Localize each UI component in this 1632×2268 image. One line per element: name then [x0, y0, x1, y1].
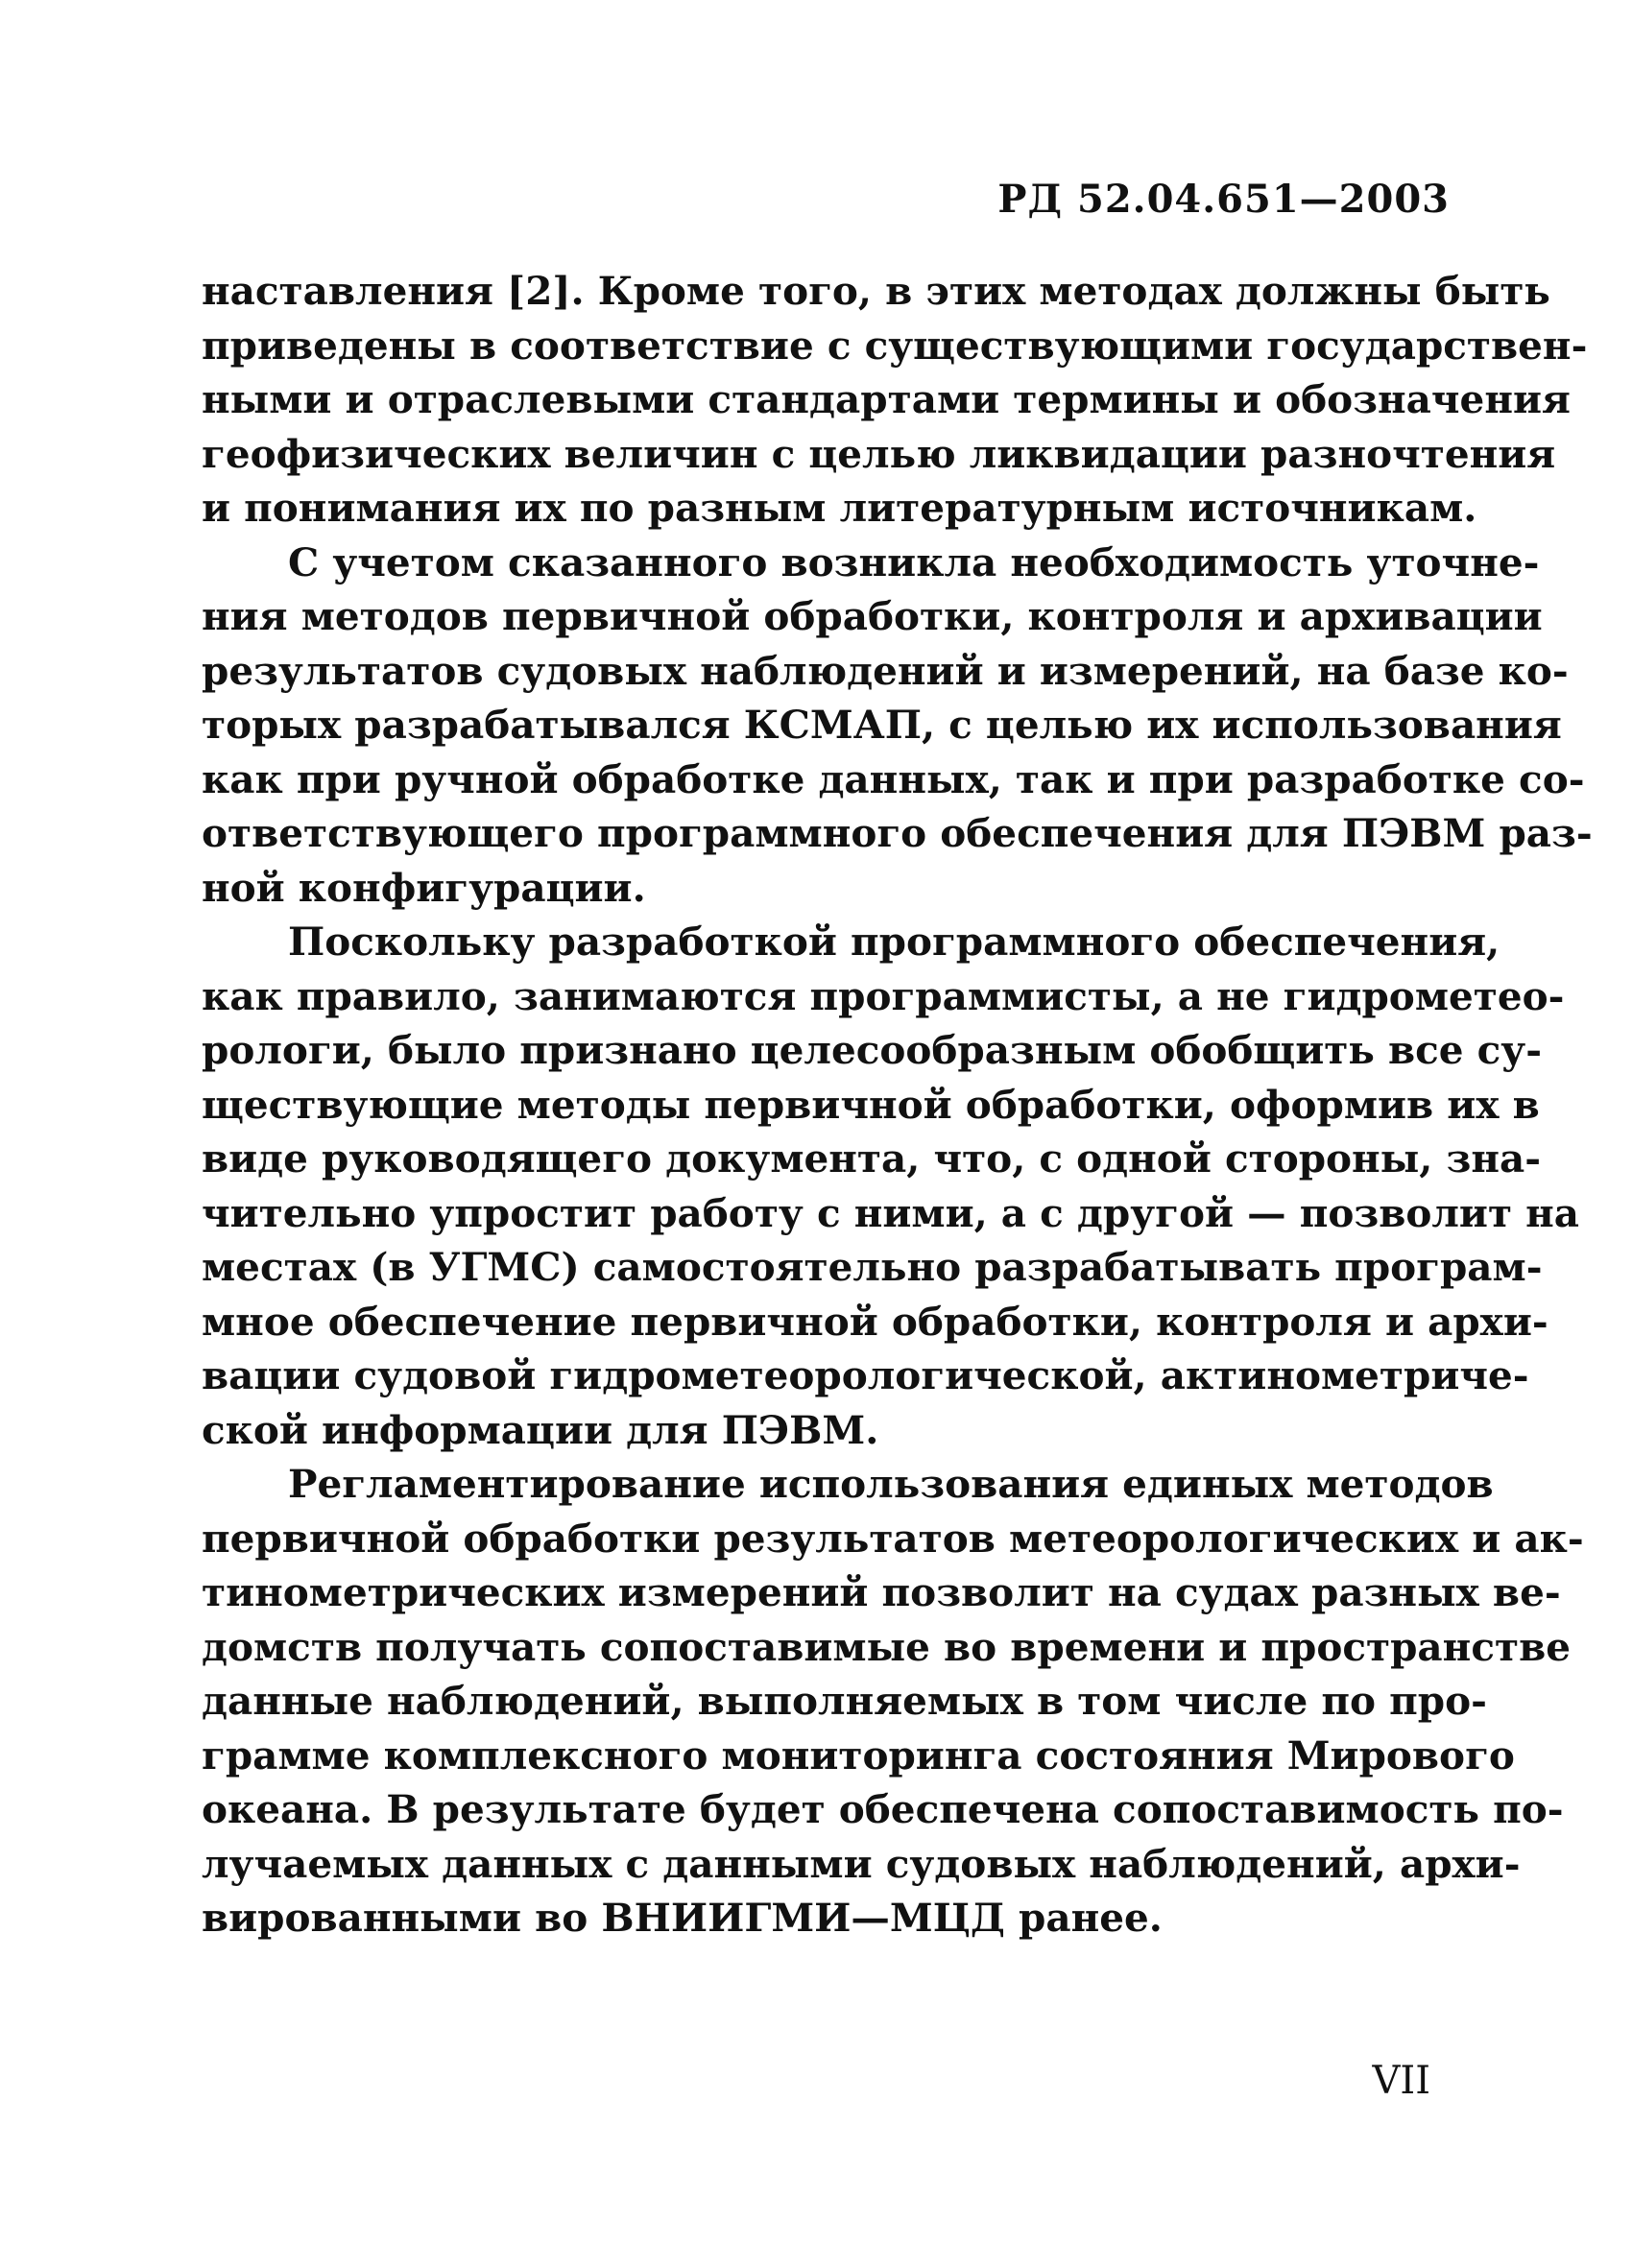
- text-line: чительно упростит работу с ними, а с другой — позволит на: [202, 1189, 1580, 1236]
- text-line: геофизических величин с целью ликвидации разночтения: [202, 430, 1556, 477]
- text-line: ными и отраслевыми стандартами термины и обозначения: [202, 376, 1571, 422]
- document-code: РД 52.04.651—2003: [997, 177, 1450, 222]
- text-line: С учетом сказанного возникла необходимость уточне-: [288, 538, 1540, 585]
- text-line: ской информации для ПЭВМ.: [202, 1406, 879, 1453]
- text-line: лучаемых данных с данными судовых наблюдений, архи-: [202, 1840, 1521, 1887]
- text-line: ния методов первичной обработки, контроля и архивации: [202, 593, 1543, 639]
- text-line: мное обеспечение первичной обработки, контроля и архи-: [202, 1298, 1548, 1345]
- text-line: океана. В результате будет обеспечена сопоставимость по-: [202, 1786, 1564, 1832]
- body-text: [202, 264, 1593, 1946]
- text-line: Регламентирование использования единых методов: [288, 1461, 1494, 1507]
- text-line: грамме комплексного мониторинга состояния Мирового: [202, 1731, 1515, 1779]
- text-line: вации судовой гидрометеорологической, актинометриче-: [202, 1352, 1529, 1398]
- paragraph: [202, 915, 1580, 1457]
- text-line: ответствующего программного обеспечения для ПЭВМ раз-: [202, 810, 1593, 856]
- text-line: ной конфигурации.: [202, 864, 646, 911]
- text-line: рологи, было признано целесообразным обобщить все су-: [202, 1027, 1543, 1073]
- text-line: тинометрических измерений позволит на судах разных ве-: [202, 1569, 1561, 1615]
- text-line: наставления [2]. Кроме того, в этих методах должны быть: [202, 268, 1550, 314]
- text-line: как при ручной обработке данных, так и при разработке со-: [202, 755, 1585, 802]
- text-line: ществующие методы первичной обработки, оформив их в: [202, 1081, 1540, 1128]
- text-line: приведены в соответствие с существующими государствен-: [202, 322, 1588, 369]
- paragraph: [202, 1457, 1584, 1946]
- text-line: виде руководящего документа, что, с одной стороны, зна-: [202, 1135, 1542, 1182]
- text-line: результатов судовых наблюдений и измерений, на базе ко-: [202, 647, 1569, 694]
- text-line: и понимания их по разным литературным источникам.: [202, 485, 1477, 531]
- paragraph: [202, 264, 1588, 536]
- text-line: данные наблюдений, выполняемых в том числе по про-: [202, 1678, 1487, 1724]
- page-number: VII: [1372, 2059, 1430, 2103]
- text-line: как правило, занимаются программисты, а не гидрометео-: [202, 972, 1565, 1019]
- text-line: Поскольку разработкой программного обеспечения,: [288, 919, 1500, 965]
- text-line: вированными во ВНИИГМИ—МЦД ранее.: [202, 1895, 1163, 1941]
- paragraph: [202, 536, 1593, 916]
- text-line: домств получать сопоставимые во времени и пространстве: [202, 1623, 1571, 1670]
- text-line: торых разрабатывался КСМАП, с целью их использования: [202, 702, 1562, 748]
- text-line: местах (в УГМС) самостоятельно разрабатывать програм-: [202, 1244, 1543, 1290]
- text-line: первичной обработки результатов метеорологических и ак-: [202, 1515, 1584, 1562]
